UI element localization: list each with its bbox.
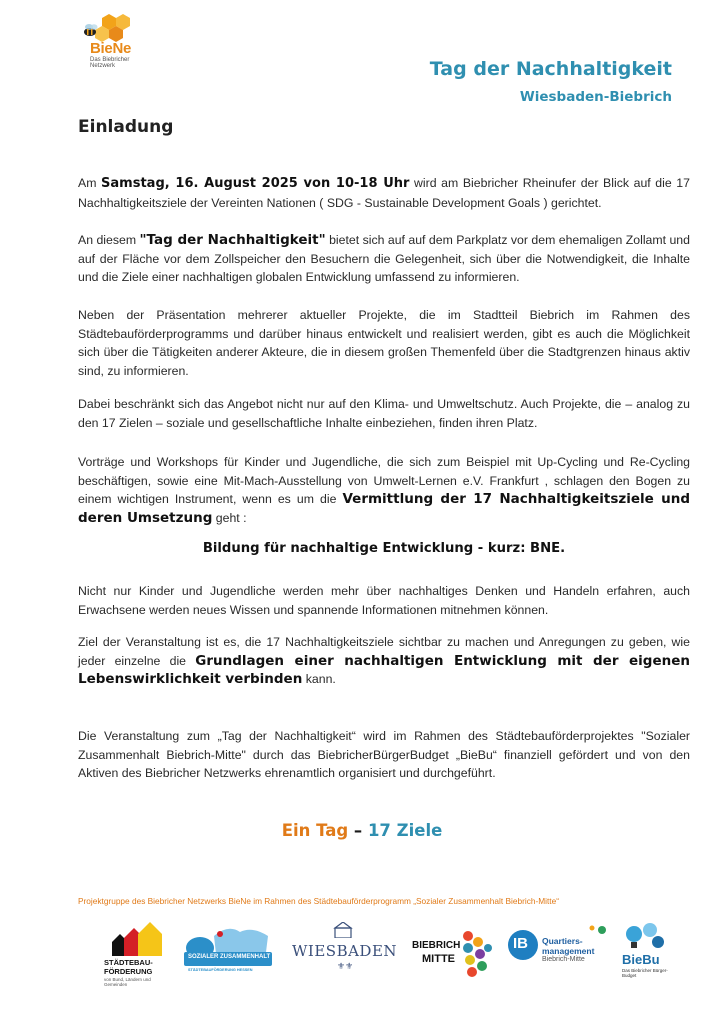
lily-icon: ⚜⚜ <box>337 962 354 972</box>
page-title: Tag der Nachhaltigkeit <box>429 58 672 80</box>
dots-icon <box>410 922 496 982</box>
biene-logo <box>78 14 158 74</box>
sponsor-text: BIEBRICH <box>412 940 461 951</box>
sozialer-zusammenhalt-logo <box>180 922 276 992</box>
paragraph-date <box>78 174 690 212</box>
paragraph-funding: Die Veranstaltung zum „Tag der Nachhaltigkeit“ wird im Rahmen des Städtebauförderprojektes "Sozialer Zusammenhalt Biebrich-Mitte" durch das BiebricherBürgerBudget „BieBu“ finanziell gefördert und von den Aktiven des Biebricher Netzwerks ehrenamtlich organisiert und durchgeführt. <box>78 729 690 781</box>
sponsor-text: management <box>542 946 595 956</box>
motto-dash: – <box>348 821 368 840</box>
invitation-heading: Einladung <box>78 117 174 137</box>
houses-icon <box>110 922 166 956</box>
motto <box>0 821 724 840</box>
sponsor-text: SOZIALER ZUSAMMENHALT <box>188 954 271 960</box>
sponsor-text: BieBu <box>622 952 660 967</box>
sponsor-text: FÖRDERUNG <box>104 967 153 976</box>
logo-subtitle: Das Biebricher Netzwerk <box>90 57 130 69</box>
paragraph-workshops <box>78 453 690 527</box>
sponsor-text: Quartiers- <box>542 936 583 946</box>
motto-part2: 17 Ziele <box>367 821 443 840</box>
sponsor-text: Das Biebricher Bürger-Budget <box>622 968 668 978</box>
sponsor-text: MITTE <box>422 953 455 965</box>
paragraph-projects: Neben der Präsentation mehrerer aktueller Projekte, die im Stadtteil Biebrich im Rahmen des Städtebauförderprogramms und darüber hinaus entwickelt und realisiert werden, gibt es auch die Möglichkeit sich über die Tätigkeiten anderer Akteure, die in diesem großen Themenfeld über die Stadtgrenzen hinaus aktiv sind, zu informieren. <box>78 308 690 378</box>
paragraph-goal <box>78 633 690 689</box>
foundations-emphasis: Grundlagen einer nachhaltigen Entwicklung mit der eigenen Lebenswirklichkeit verbinden <box>78 652 690 688</box>
text: bietet sich auf auf dem Parkplatz vor dem ehemaligen Zollamt und auf der Fläche vor dem Zollspeicher den Besuchern die Gelegenheit, sich über die Notwendigkeit, die Inhalte und die Ziele einer nachhaltigen globalen Entwicklung umfassend zu informieren. <box>78 233 690 285</box>
event-name-emphasis: "Tag der Nachhaltigkeit" <box>139 232 326 248</box>
text: kann. <box>302 672 336 687</box>
dots-icon <box>568 924 608 936</box>
date-emphasis: Samstag, 16. August 2025 von 10-18 Uhr <box>101 176 410 191</box>
sponsor-text: IB <box>513 935 528 952</box>
quartiersmanagement-logo <box>508 922 608 992</box>
biebu-logo <box>618 922 672 992</box>
goals-emphasis: Vermittlung der 17 Nachhaltigkeitsziele und deren Umsetzung <box>78 491 690 526</box>
motto-part1: Ein Tag <box>281 821 349 840</box>
text: Ziel der Veranstaltung ist es, die 17 Nachhaltigkeitsziele sichtbar zu machen und Anregungen zu geben, wie jeder einzelne die <box>78 635 690 668</box>
footer-credit: Projektgruppe des Biebricher Netzwerks BieNe im Rahmen des Städtebauförderprogramm „Sozialer Zusammenhalt Biebrich-Mitte“ <box>78 896 559 906</box>
page-subtitle: Wiesbaden-Biebrich <box>519 89 672 105</box>
text: An diesem <box>78 233 140 247</box>
text: wird am Biebricher Rheinufer der Blick auf die 17 Nachhaltigkeitsziele der Vereinten Nationen ( SDG - Sustainable Development Goals ) gerichtet. <box>78 176 690 210</box>
text: geht : <box>212 510 247 525</box>
staedtebaufoerderung-logo <box>104 922 170 992</box>
paragraph-audience: Nicht nur Kinder und Jugendliche werden mehr über nachhaltiges Denken und Handeln erfahren, auch Erwachsene werden neues Wissen und spannende Informationen mitnehmen können. <box>78 584 690 617</box>
text: Am <box>78 176 102 190</box>
bne-statement: Bildung für nachhaltige Entwicklung - kurz: BNE. <box>202 541 566 556</box>
bulbs-icon <box>620 922 668 954</box>
sponsor-text: von Bund, Ländern und Gemeinden <box>104 977 151 987</box>
text: Vorträge und Workshops für Kinder und Jugendliche, die sich zum Beispiel mit Up-Cycling und Re-Cycling beschäftigen, sowie eine Mit-Mach-Ausstellung von Umwelt-Lernen e.V. Frankfurt , schlagen den Bogen zu einem wichtigen Instrument, wenn es um die <box>78 455 690 507</box>
paragraph-location <box>78 231 690 287</box>
sponsor-text: STÄDTEBAU- <box>104 958 153 967</box>
sponsor-text: Biebrich-Mitte <box>542 956 585 963</box>
biebrich-mitte-logo <box>410 922 496 992</box>
sponsor-text: WIESBADEN <box>292 942 398 960</box>
castle-icon <box>331 922 355 938</box>
wiesbaden-logo <box>290 922 396 992</box>
logo-wordmark: BieNe <box>90 40 132 57</box>
sponsor-text: STÄDTEBAUFÖRDERUNG HESSEN <box>188 968 253 972</box>
paragraph-scope: Dabei beschränkt sich das Angebot nicht nur auf den Klima- und Umweltschutz. Auch Projekte, die – analog zu den 17 Zielen – soziale und gesellschaftliche Inhalte einbeziehen, finden ihren Platz. <box>78 397 690 430</box>
